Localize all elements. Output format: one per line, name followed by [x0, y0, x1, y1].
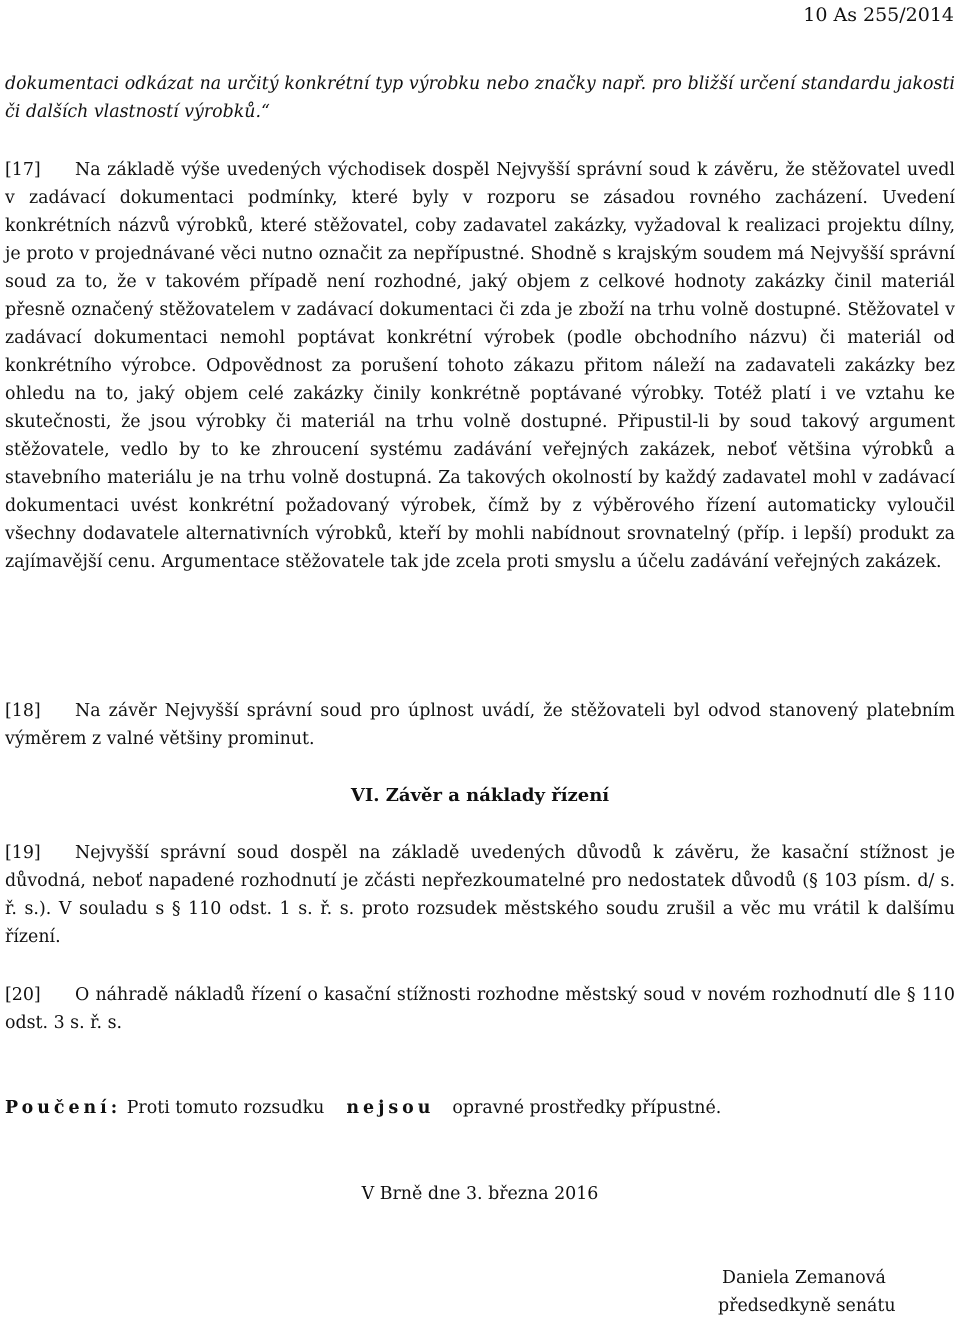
- notice-label: Poučení:: [5, 1098, 122, 1118]
- signatory-role: předsedkyně senátu: [718, 1296, 896, 1316]
- paragraph-text: O náhradě nákladů řízení o kasační stížnosti rozhodne městský soud v novém rozhodnutí dle § 110 odst. 3 s. ř. s.: [5, 985, 955, 1033]
- paragraph-19: [5, 839, 955, 951]
- paragraph-18: [5, 697, 955, 753]
- legal-notice: [5, 1094, 721, 1122]
- place-and-date: V Brně dne 3. března 2016: [361, 1184, 599, 1204]
- paragraph-number: [17]: [5, 160, 41, 180]
- section-heading: VI. Závěr a náklady řízení: [350, 785, 610, 806]
- notice-text-after: opravné prostředky přípustné.: [452, 1098, 722, 1118]
- paragraph-20: [5, 981, 955, 1037]
- paragraph-17: [5, 156, 955, 576]
- signature-block: [718, 1264, 896, 1320]
- paragraph-number: [19]: [5, 843, 41, 863]
- paragraph-text: Na základě výše uvedených východisek dospěl Nejvyšší správní soud k závěru, že stěžovatel uvedl v zadávací dokumentaci podmínky, které byly v rozporu se zásadou rovného zacházení. Uvedení konkrétních názvů výrobků, které stěžovatel, coby zadavatel zakázky, vyžadoval k realizaci projektu dílny, je proto v projednávané věci nutno označit za nepřípustné. Shodně s krajským soudem má Nejvyšší správní soud za to, že v takovém případě není rozhodné, jaký objem z celkové hodnoty zakázky činil materiál přesně označený stěžovatelem v zadávací dokumentaci či zda je zboží na trhu volně dostupné. Stěžovatel v zadávací dokumentaci nemohl poptávat konkrétní výrobek (podle obchodního názvu) či materiál od konkrétního výrobce. Odpovědnost za porušení tohoto zákazu přitom náleží na zadavateli zakázky bez ohledu na to, jaký objem celé zakázky činily konkrétně poptávané výrobky. Totéž platí i ve vztahu ke skutečnosti, že jsou výrobky či materiál na trhu volně dostupné. Připustil-li by soud takový argument stěžovatele, vedlo by to ke zhroucení systému zadávání veřejných zakázek, neboť většina výrobků a stavebního materiálu je na trhu volně dostupná. Za takových okolností by každý zadavatel mohl v zadávací dokumentaci uvést konkrétní požadovaný výrobek, čímž by z výběrového řízení automaticky vyloučil všechny dodavatele alternativních výrobků, kteří by mohli nabídnout srovnatelný (příp. i lepší) produkt za zajímavější cenu. Argumentace stěžovatele tak jde zcela proti smyslu a účelu zadávání veřejných zakázek.: [5, 160, 955, 572]
- signatory-name: Daniela Zemanová: [722, 1268, 886, 1288]
- paragraph-number: [20]: [5, 985, 41, 1005]
- quoted-text: dokumentaci odkázat na určitý konkrétní typ výrobku nebo značky např. pro bližší určení standardu jakosti či dalších vlastností výrobků.“: [5, 74, 955, 122]
- notice-emphasis: nejsou: [346, 1098, 435, 1118]
- paragraph-text: Nejvyšší správní soud dospěl na základě uvedených důvodů k závěru, že kasační stížnost je důvodná, neboť napadené rozhodnutí je zčásti nepřezkoumatelné pro nedostatek důvodů (§ 103 písm. d/ s. ř. s.). V souladu s § 110 odst. 1 s. ř. s. proto rozsudek městského soudu zrušil a věc mu vrátil k dalšímu řízení.: [5, 843, 955, 947]
- notice-text-before: Proti tomuto rozsudku: [126, 1098, 325, 1118]
- case-number: 10 As 255/2014: [803, 4, 954, 26]
- paragraph-number: [18]: [5, 701, 41, 721]
- paragraph-text: Na závěr Nejvyšší správní soud pro úplnost uvádí, že stěžovateli byl odvod stanovený platebním výměrem z valné většiny prominut.: [5, 701, 955, 749]
